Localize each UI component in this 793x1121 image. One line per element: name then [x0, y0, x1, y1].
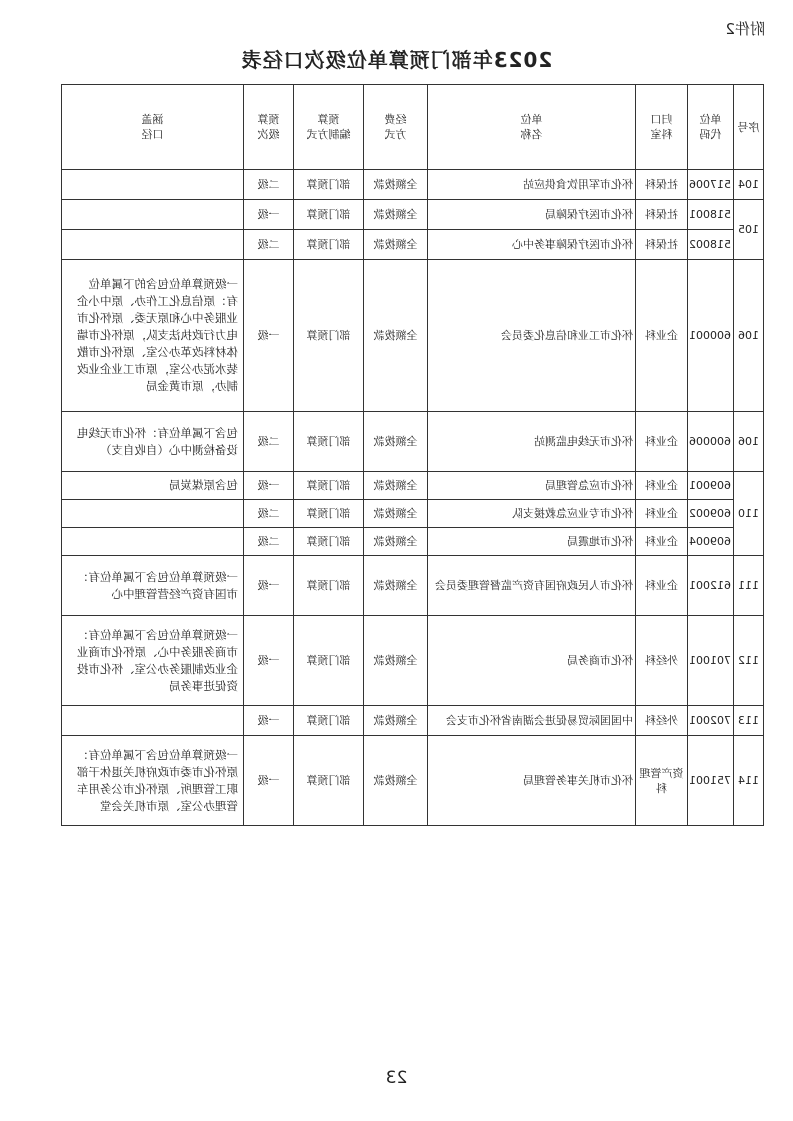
seq-cell: 106	[734, 412, 764, 472]
name-cell: 怀化市地震局	[428, 528, 636, 556]
header-method: 预算 编制方式	[294, 85, 364, 170]
code-cell: 609001	[688, 472, 734, 500]
coverage-cell: 一级预算单位包含下属单位有：市商务服务中心、原怀化市商业企业改制服务办公室、怀化市投资促进事务局	[62, 616, 244, 706]
code-cell: 751001	[688, 736, 734, 826]
name-cell: 怀化市医疗保障局	[428, 200, 636, 230]
header-seq: 序号	[734, 85, 764, 170]
table-row	[62, 616, 764, 706]
fund-cell: 全额拨款	[364, 500, 428, 528]
level-cell: 一级	[244, 556, 294, 616]
dept-cell: 社保科	[636, 230, 688, 260]
name-cell: 怀化市机关事务管理局	[428, 736, 636, 826]
fund-cell: 全额拨款	[364, 736, 428, 826]
level-cell: 一级	[244, 616, 294, 706]
fund-cell: 全额拨款	[364, 556, 428, 616]
table-row	[62, 230, 764, 260]
name-cell: 怀化市应急管理局	[428, 472, 636, 500]
coverage-cell: 一级预算单位包含下属单位有：市国有资产经营管理中心	[62, 556, 244, 616]
seq-cell: 105	[734, 200, 764, 260]
method-cell: 部门预算	[294, 736, 364, 826]
header-coverage: 涵盖 口径	[62, 85, 244, 170]
code-cell: 600006	[688, 412, 734, 472]
table-row	[62, 472, 764, 500]
page-number: 23	[385, 1068, 408, 1088]
code-cell: 518002	[688, 230, 734, 260]
method-cell: 部门预算	[294, 472, 364, 500]
seq-cell: 114	[734, 736, 764, 826]
code-cell: 612001	[688, 556, 734, 616]
fund-cell: 全额拨款	[364, 472, 428, 500]
level-cell: 一级	[244, 706, 294, 736]
fund-cell: 全额拨款	[364, 200, 428, 230]
code-cell: 609004	[688, 528, 734, 556]
header-row	[62, 85, 764, 170]
header-code: 单位 代码	[688, 85, 734, 170]
name-cell: 怀化市无线电监测站	[428, 412, 636, 472]
name-cell: 怀化市专业应急救援支队	[428, 500, 636, 528]
method-cell: 部门预算	[294, 412, 364, 472]
fund-cell: 全额拨款	[364, 616, 428, 706]
page-title: 2023年部门预算单位级次口径表	[240, 48, 553, 72]
level-cell: 一级	[244, 200, 294, 230]
method-cell: 部门预算	[294, 230, 364, 260]
code-cell: 701001	[688, 616, 734, 706]
dept-cell: 外经科	[636, 616, 688, 706]
seq-cell: 112	[734, 616, 764, 706]
fund-cell: 全额拨款	[364, 260, 428, 412]
coverage-cell	[62, 170, 244, 200]
coverage-cell: 包含原煤炭局	[62, 472, 244, 500]
header-level: 预算 级次	[244, 85, 294, 170]
code-cell: 609002	[688, 500, 734, 528]
method-cell: 部门预算	[294, 260, 364, 412]
coverage-cell: 包含下属单位有：怀化市无线电设备检测中心（自收自支）	[62, 412, 244, 472]
method-cell: 部门预算	[294, 528, 364, 556]
seq-cell: 111	[734, 556, 764, 616]
coverage-cell	[62, 230, 244, 260]
dept-cell: 社保科	[636, 170, 688, 200]
fund-cell: 全额拨款	[364, 412, 428, 472]
dept-cell: 企业科	[636, 556, 688, 616]
seq-cell: 113	[734, 706, 764, 736]
method-cell: 部门预算	[294, 170, 364, 200]
table-row	[62, 736, 764, 826]
header-dept: 归口 科室	[636, 85, 688, 170]
seq-cell: 106	[734, 260, 764, 412]
code-cell: 702001	[688, 706, 734, 736]
dept-cell: 企业科	[636, 528, 688, 556]
level-cell: 二级	[244, 230, 294, 260]
name-cell: 怀化市工业和信息化委员会	[428, 260, 636, 412]
fund-cell: 全额拨款	[364, 170, 428, 200]
dept-cell: 企业科	[636, 472, 688, 500]
table-row	[62, 412, 764, 472]
coverage-cell: 一级预算单位包含下属单位有：原怀化市委市政府机关退休干部职工管理所、原怀化市公务用车管理办公室、原市机关会堂	[62, 736, 244, 826]
method-cell: 部门预算	[294, 500, 364, 528]
coverage-cell	[62, 706, 244, 736]
name-cell: 怀化市人民政府国有资产监督管理委员会	[428, 556, 636, 616]
code-cell: 518001	[688, 200, 734, 230]
level-cell: 二级	[244, 412, 294, 472]
fund-cell: 全额拨款	[364, 528, 428, 556]
method-cell: 部门预算	[294, 556, 364, 616]
coverage-cell	[62, 528, 244, 556]
attachment-label: 附件2	[725, 20, 765, 38]
dept-cell: 企业科	[636, 500, 688, 528]
level-cell: 二级	[244, 528, 294, 556]
table-row	[62, 528, 764, 556]
seq-cell: 110	[734, 472, 764, 556]
name-cell: 怀化市军用饮食供应站	[428, 170, 636, 200]
budget-table	[61, 84, 764, 826]
dept-cell: 资产管理科	[636, 736, 688, 826]
name-cell: 怀化市医疗保障事务中心	[428, 230, 636, 260]
coverage-cell	[62, 200, 244, 230]
fund-cell: 全额拨款	[364, 706, 428, 736]
table-row	[62, 260, 764, 412]
dept-cell: 企业科	[636, 412, 688, 472]
method-cell: 部门预算	[294, 200, 364, 230]
method-cell: 部门预算	[294, 706, 364, 736]
level-cell: 二级	[244, 170, 294, 200]
coverage-cell: 一级预算单位包含的下属单位有：原信息化工作办、原中小企业服务中心和原无委、原怀化市电力行政执法支队，原怀化市墙体材料改革办公室、原怀化市散装水泥办公室，原市工业企业改制办，原市黄金局	[62, 260, 244, 412]
code-cell: 517006	[688, 170, 734, 200]
name-cell: 怀化市商务局	[428, 616, 636, 706]
code-cell: 600001	[688, 260, 734, 412]
table-row	[62, 170, 764, 200]
level-cell: 一级	[244, 472, 294, 500]
header-fund: 经费 方式	[364, 85, 428, 170]
level-cell: 一级	[244, 736, 294, 826]
dept-cell: 外经科	[636, 706, 688, 736]
dept-cell: 企业科	[636, 260, 688, 412]
table-row	[62, 500, 764, 528]
table-row	[62, 706, 764, 736]
seq-cell: 104	[734, 170, 764, 200]
table-row	[62, 556, 764, 616]
level-cell: 二级	[244, 500, 294, 528]
table-row	[62, 200, 764, 230]
dept-cell: 社保科	[636, 200, 688, 230]
fund-cell: 全额拨款	[364, 230, 428, 260]
method-cell: 部门预算	[294, 616, 364, 706]
name-cell: 中国国际贸易促进会湖南省怀化市支会	[428, 706, 636, 736]
coverage-cell	[62, 500, 244, 528]
level-cell: 一级	[244, 260, 294, 412]
header-name: 单位 名称	[428, 85, 636, 170]
